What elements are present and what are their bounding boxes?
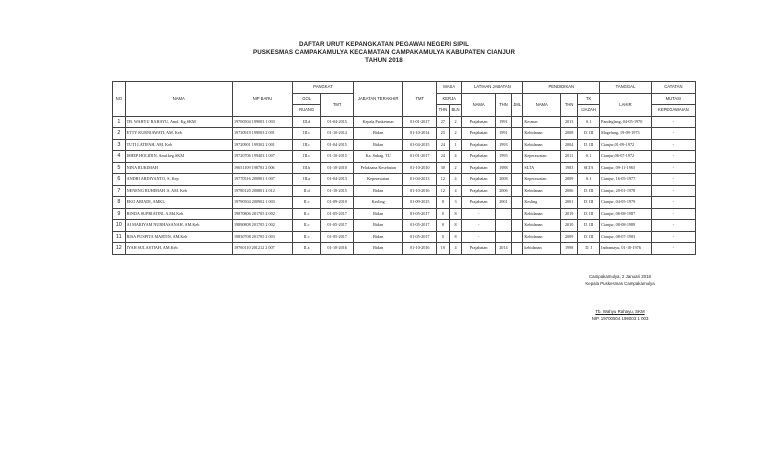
cell-tmt-pangkat: 01-04-2015 <box>321 139 354 151</box>
cell-mutasi: - <box>651 243 695 255</box>
cell-tk: D. I <box>578 243 600 255</box>
table-row <box>113 174 696 186</box>
header-pendidikan-nama: NAMA <box>523 93 561 116</box>
cell-latihan-jml <box>511 139 523 151</box>
cell-lahir: Cianjur, 16-05-1977 <box>600 174 652 186</box>
cell-lahir: Magelang, 19-09-1973 <box>600 128 652 140</box>
cell-tmt-pangkat: 01-05-2017 <box>321 208 354 220</box>
cell-gol: III.c <box>292 139 320 151</box>
cell-jabatan: Bidan <box>353 185 402 197</box>
cell-latihan-jml <box>511 208 523 220</box>
cell-lahir: Cianjur, 04-05-1979 <box>600 197 652 209</box>
cell-gol: II.a <box>292 243 320 255</box>
cell-lahir: Pandeglang, 04-05-1970 <box>600 116 652 128</box>
cell-tk: SLTA <box>578 162 600 174</box>
header-catatan: CATATAN <box>651 82 695 94</box>
cell-gol: II.c <box>292 208 320 220</box>
cell-mutasi: - <box>651 197 695 209</box>
cell-pendidikan-nama: SLTA <box>523 162 561 174</box>
signature-nip: NIP. 19700504 199003 1 003 <box>591 316 649 321</box>
cell-tk: D. III <box>578 197 600 209</box>
cell-tmt-pangkat: 01-10-2015 <box>321 185 354 197</box>
cell-tk: D. III <box>578 139 600 151</box>
cell-lahir: Cianjur, 08-08-1989 <box>600 220 652 232</box>
cell-pendidikan-thn: 2010 <box>561 220 578 232</box>
cell-latihan-thn: 1995 <box>496 151 512 163</box>
cell-jabatan: Ka. Subag. TU <box>353 151 402 163</box>
cell-pendidikan-thn: 2009 <box>561 231 578 243</box>
header-tmt-jabatan: TMT <box>403 82 437 117</box>
cell-nama: IYAH SULASTIAH, AM.Keb <box>125 243 232 255</box>
cell-latihan-nama: Prajabatan <box>462 185 496 197</box>
cell-masa-bln: 2 <box>449 162 462 174</box>
cell-gol: II.c <box>292 220 320 232</box>
header-kepegawaian: KEPEGAWAIAN <box>651 105 695 117</box>
header-latihan-thn: THN <box>496 93 512 116</box>
header-latihan-nama: NAMA <box>462 93 496 116</box>
cell-gol: III.c <box>292 151 320 163</box>
cell-nip: 19730919 199003 2 001 <box>232 128 292 140</box>
cell-latihan-jml <box>511 220 523 232</box>
cell-latihan-nama: Prajabatan <box>462 116 496 128</box>
cell-tk: S.1 <box>578 116 600 128</box>
header-tk: TK <box>578 93 600 105</box>
cell-pendidikan-thn: 1983 <box>561 162 578 174</box>
cell-tmt-jabatan: 01-10-2014 <box>403 128 437 140</box>
cell-masa-bln: 4 <box>449 151 462 163</box>
cell-nama: ETTY KURNIAWATI, AM. Keb <box>125 128 232 140</box>
cell-masa-bln: 1 <box>449 139 462 151</box>
cell-pendidikan-nama: kebidanan <box>523 243 561 255</box>
cell-nip: 19651109 198703 2 006 <box>232 162 292 174</box>
cell-pendidikan-thn: 2004 <box>561 139 578 151</box>
cell-masa-bln: 8 <box>449 231 462 243</box>
cell-nip: 19700504 199003 1 003 <box>232 116 292 128</box>
table-row <box>113 162 696 174</box>
cell-mutasi: - <box>651 231 695 243</box>
cell-masa-thn: 8 <box>437 197 450 209</box>
cell-latihan-jml <box>511 197 523 209</box>
cell-mutasi: - <box>651 128 695 140</box>
cell-nip: 19770516 200901 1 007 <box>232 174 292 186</box>
header-pendidikan-thn: THN <box>561 93 578 116</box>
cell-tmt-jabatan: 01-05-2017 <box>403 208 437 220</box>
header-gol: GOL <box>292 93 320 105</box>
cell-nama: AI MARIYAM NURHASANAH, AM.Keb <box>125 220 232 232</box>
cell-no: 11 <box>113 231 126 243</box>
cell-tmt-jabatan: 01-05-2017 <box>403 231 437 243</box>
cell-latihan-nama: Prajabatan <box>462 243 496 255</box>
cell-pendidikan-nama: Keperawatan <box>523 174 561 186</box>
document-year: TAHUN 2018 <box>365 57 403 64</box>
cell-latihan-thn: 2008 <box>496 174 512 186</box>
header-nip: NIP BARU <box>232 82 292 117</box>
cell-latihan-nama: Prajabatan <box>462 174 496 186</box>
cell-jabatan: Bidan <box>353 139 402 151</box>
cell-tk: D. III <box>578 220 600 232</box>
cell-masa-thn: 0 <box>437 220 450 232</box>
cell-tmt-jabatan: 01-05-2017 <box>403 220 437 232</box>
cell-mutasi: - <box>651 116 695 128</box>
cell-masa-bln: 3 <box>449 197 462 209</box>
cell-lahir: Cianjur,06-07-1972 <box>600 151 652 163</box>
cell-nip: 19830708 201705 2 003 <box>232 231 292 243</box>
cell-masa-bln: 4 <box>449 185 462 197</box>
cell-latihan-nama: Prajabatan <box>462 139 496 151</box>
cell-lahir: Cianjur, 08-07-1983 <box>600 231 652 243</box>
header-kerja: KERJA <box>437 93 462 105</box>
cell-latihan-thn: 2001 <box>496 197 512 209</box>
cell-nip: 19870806 201705 2 002 <box>232 208 292 220</box>
cell-tk: D. III <box>578 231 600 243</box>
cell-masa-bln: 4 <box>449 174 462 186</box>
table-header <box>113 82 696 117</box>
cell-pendidikan-thn: 1998 <box>561 243 578 255</box>
cell-jabatan: Keperawatan <box>353 174 402 186</box>
cell-latihan-jml <box>511 174 523 186</box>
cell-pendidikan-thn: 2009 <box>561 174 578 186</box>
cell-jabatan: Bidan <box>353 208 402 220</box>
cell-nama: ANDRI ARDIYANTO, S. Kep <box>125 174 232 186</box>
cell-masa-thn: 30 <box>437 162 450 174</box>
cell-gol: II.d <box>292 185 320 197</box>
cell-lahir: Cianjur, 09-11-1965 <box>600 162 652 174</box>
header-latihan-jml: JML <box>511 93 523 116</box>
cell-nip: 19760110 201212 2 007 <box>232 243 292 255</box>
table-row <box>113 151 696 163</box>
cell-masa-thn: 0 <box>437 208 450 220</box>
cell-tmt-jabatan: 01-09-2015 <box>403 197 437 209</box>
cell-masa-thn: 12 <box>437 174 450 186</box>
cell-masa-bln: 8 <box>449 220 462 232</box>
cell-no: 6 <box>113 174 126 186</box>
cell-nama: TUTI LATIFAH, AM. Keb <box>125 139 232 151</box>
cell-lahir: Indramayu, 01-10-1976 <box>600 243 652 255</box>
cell-pendidikan-nama: Kesling <box>523 197 561 209</box>
cell-mutasi: - <box>651 139 695 151</box>
cell-lahir: Cianjur,01-09-1972 <box>600 139 652 151</box>
cell-tk: D. III <box>578 185 600 197</box>
header-ruang: RUANG <box>292 105 320 117</box>
cell-pendidikan-thn: 2011 <box>561 151 578 163</box>
cell-masa-thn: 10 <box>437 243 450 255</box>
header-pendidikan: PENDIDIKAN <box>523 82 600 94</box>
cell-nama: TB. WAHYU RAHAYU, Amd. Kg.SKM <box>125 116 232 128</box>
cell-tmt-pangkat: 01-10-2010 <box>321 162 354 174</box>
header-masa-bln: BLN <box>449 105 462 117</box>
cell-no: 12 <box>113 243 126 255</box>
header-masa: MASA <box>437 82 462 94</box>
cell-tmt-jabatan: 01-10-2016 <box>403 243 437 255</box>
cell-tmt-pangkat: 01-04-2013 <box>321 174 354 186</box>
cell-nip: 19720901 199302 2 001 <box>232 139 292 151</box>
cell-nip: 19720706 199403 1 007 <box>232 151 292 163</box>
cell-tmt-jabatan: 01-01-2017 <box>403 151 437 163</box>
cell-tmt-pangkat: 01-10-2014 <box>321 128 354 140</box>
cell-gol: III.d <box>292 116 320 128</box>
header-latihan: LATIHAN JABATAN <box>462 82 523 94</box>
cell-jabatan: Bidan <box>353 231 402 243</box>
cell-masa-thn: 25 <box>437 128 450 140</box>
cell-latihan-thn: 2014 <box>496 243 512 255</box>
cell-jabatan: Kesling <box>353 197 402 209</box>
cell-masa-thn: 24 <box>437 151 450 163</box>
cell-no: 7 <box>113 185 126 197</box>
cell-latihan-nama: - <box>462 220 496 232</box>
cell-gol: II.c <box>292 231 320 243</box>
cell-nama: EKO ARIADI, AMKL <box>125 197 232 209</box>
cell-latihan-thn: 1991 <box>496 116 512 128</box>
cell-masa-thn: 27 <box>437 116 450 128</box>
cell-tmt-pangkat: 01-10-2015 <box>321 151 354 163</box>
signature-place-date: Campakamulya, 2 Januari 2018 <box>589 274 651 279</box>
cell-latihan-nama: Prajabatan <box>462 162 496 174</box>
cell-latihan-nama: Prajabatan <box>462 128 496 140</box>
document-title: DAFTAR URUT KEPANGKATAN PEGAWAI NEGERI SIPIL <box>299 41 469 48</box>
cell-latihan-thn <box>496 231 512 243</box>
header-tmt-pangkat: TMT <box>321 93 354 116</box>
header-lahir: LAHIR <box>600 93 652 116</box>
cell-tmt-pangkat: 01-05-2017 <box>321 220 354 232</box>
cell-tmt-pangkat: 01-09-2010 <box>321 197 354 209</box>
table-row <box>113 231 696 243</box>
cell-latihan-thn <box>496 220 512 232</box>
cell-latihan-jml <box>511 151 523 163</box>
cell-masa-thn: 12 <box>437 185 450 197</box>
cell-no: 5 <box>113 162 126 174</box>
header-ijazah: IJAZAH <box>578 105 600 117</box>
header-no: NO <box>113 82 126 117</box>
header-nama: NAMA <box>125 82 232 117</box>
employee-table <box>112 81 696 255</box>
header-masa-thn: THN <box>437 105 450 117</box>
cell-nama: RISA PUSPITA MARTIN, AM.Keb <box>125 231 232 243</box>
cell-latihan-jml <box>511 128 523 140</box>
header-jabatan: JABATAN TERAKHIR <box>353 82 402 117</box>
cell-latihan-jml <box>511 243 523 255</box>
cell-no: 10 <box>113 220 126 232</box>
cell-mutasi: - <box>651 151 695 163</box>
cell-tmt-jabatan: 01-04-2015 <box>403 139 437 151</box>
cell-mutasi: - <box>651 174 695 186</box>
cell-pendidikan-thn: 2019 <box>561 208 578 220</box>
cell-pendidikan-nama: Kesmas <box>523 116 561 128</box>
cell-nama: NENENG RUHIMAH .S, AM. Keb <box>125 185 232 197</box>
cell-no: 3 <box>113 139 126 151</box>
cell-masa-bln: 8 <box>449 208 462 220</box>
header-mutasi: MUTASI <box>651 93 695 105</box>
cell-latihan-jml <box>511 185 523 197</box>
cell-tmt-jabatan: 01-10-2010 <box>403 162 437 174</box>
header-pangkat: PANGKAT <box>292 82 353 94</box>
cell-masa-bln: 2 <box>449 128 462 140</box>
cell-latihan-thn: 2006 <box>496 185 512 197</box>
table-row <box>113 185 696 197</box>
cell-tk: D. III <box>578 208 600 220</box>
cell-latihan-nama: - <box>462 208 496 220</box>
signature-position: Kepala Puskesmas Campakamulya <box>585 281 655 286</box>
cell-no: 8 <box>113 197 126 209</box>
cell-gol: II.c <box>292 197 320 209</box>
table-row <box>113 139 696 151</box>
cell-latihan-nama: Prajabatan <box>462 151 496 163</box>
cell-mutasi: - <box>651 162 695 174</box>
cell-masa-bln: 4 <box>449 243 462 255</box>
cell-latihan-jml <box>511 116 523 128</box>
cell-pendidikan-thn: 2006 <box>561 185 578 197</box>
cell-tmt-jabatan: 01-01-2017 <box>403 116 437 128</box>
cell-latihan-nama: - <box>462 231 496 243</box>
cell-jabatan: Bidan <box>353 220 402 232</box>
table-row <box>113 116 696 128</box>
cell-nip: 19890808 201705 2 002 <box>232 220 292 232</box>
cell-tk: S.1 <box>578 174 600 186</box>
cell-nip: 19790504 200902 1 003 <box>232 197 292 209</box>
cell-nama: RINDA SUPRIATINI, A.Md.Keb <box>125 208 232 220</box>
cell-latihan-thn: 1988 <box>496 162 512 174</box>
cell-no: 1 <box>113 116 126 128</box>
cell-pendidikan-nama: Kebidanan <box>523 185 561 197</box>
cell-latihan-jml <box>511 162 523 174</box>
cell-pendidikan-thn: 2001 <box>561 197 578 209</box>
cell-mutasi: - <box>651 220 695 232</box>
cell-tmt-pangkat: 01-04-2015 <box>321 116 354 128</box>
cell-latihan-thn: 1991 <box>496 128 512 140</box>
cell-latihan-thn: 1993 <box>496 139 512 151</box>
signature-name: Tb. Wahyu Rahayu, SKM <box>595 309 645 314</box>
cell-no: 9 <box>113 208 126 220</box>
cell-nama: ISHEP HOLIDIN, Amd.keg.SKM <box>125 151 232 163</box>
table-row <box>113 220 696 232</box>
cell-tk: D. III <box>578 128 600 140</box>
document-subtitle: PUSKESMAS CAMPAKAMULYA KECAMATAN CAMPAKAMULYA KABUPATEN CIANJUR <box>252 49 516 56</box>
cell-gol: III.b <box>292 162 320 174</box>
cell-jabatan: Bidan <box>353 128 402 140</box>
table-row <box>113 243 696 255</box>
cell-latihan-thn <box>496 208 512 220</box>
cell-latihan-jml <box>511 231 523 243</box>
cell-lahir: Cianjur, 20-01-1978 <box>600 185 652 197</box>
table-row <box>113 208 696 220</box>
cell-pendidikan-nama: Kebidanan <box>523 128 561 140</box>
cell-pendidikan-nama: Kebidanan <box>523 231 561 243</box>
cell-tmt-pangkat: 01-05-2017 <box>321 231 354 243</box>
table-row <box>113 197 696 209</box>
header-tanggal: TANGGAL <box>600 82 652 94</box>
cell-pendidikan-thn: 2013 <box>561 116 578 128</box>
cell-masa-thn: 24 <box>437 139 450 151</box>
cell-gol: III.a <box>292 174 320 186</box>
cell-masa-bln: 2 <box>449 116 462 128</box>
cell-pendidikan-nama: Keperawatan <box>523 151 561 163</box>
cell-mutasi: - <box>651 185 695 197</box>
cell-pendidikan-thn: 2008 <box>561 128 578 140</box>
cell-pendidikan-nama: Kebidanan <box>523 139 561 151</box>
table-row <box>113 128 696 140</box>
cell-lahir: Cianjur, 06-08-1987 <box>600 208 652 220</box>
cell-jabatan: Pelaksana Kesehatan <box>353 162 402 174</box>
cell-jabatan: Bidan <box>353 243 402 255</box>
cell-tmt-jabatan: 01-10-2016 <box>403 185 437 197</box>
cell-gol: III.c <box>292 128 320 140</box>
cell-tk: S.1 <box>578 151 600 163</box>
cell-masa-thn: 0 <box>437 231 450 243</box>
cell-nip: 19780120 200801 2 012 <box>232 185 292 197</box>
cell-latihan-nama: Prajabatan <box>462 197 496 209</box>
table-body <box>113 116 696 254</box>
cell-tmt-pangkat: 01-10-2016 <box>321 243 354 255</box>
cell-pendidikan-nama: Kebidanan <box>523 220 561 232</box>
cell-jabatan: Kepala Puskesmas <box>353 116 402 128</box>
cell-no: 4 <box>113 151 126 163</box>
cell-nama: NINA RUKIMAH <box>125 162 232 174</box>
cell-no: 2 <box>113 128 126 140</box>
cell-tmt-jabatan: 01-04-2013 <box>403 174 437 186</box>
cell-pendidikan-nama: Kebidanan <box>523 208 561 220</box>
cell-mutasi: - <box>651 208 695 220</box>
